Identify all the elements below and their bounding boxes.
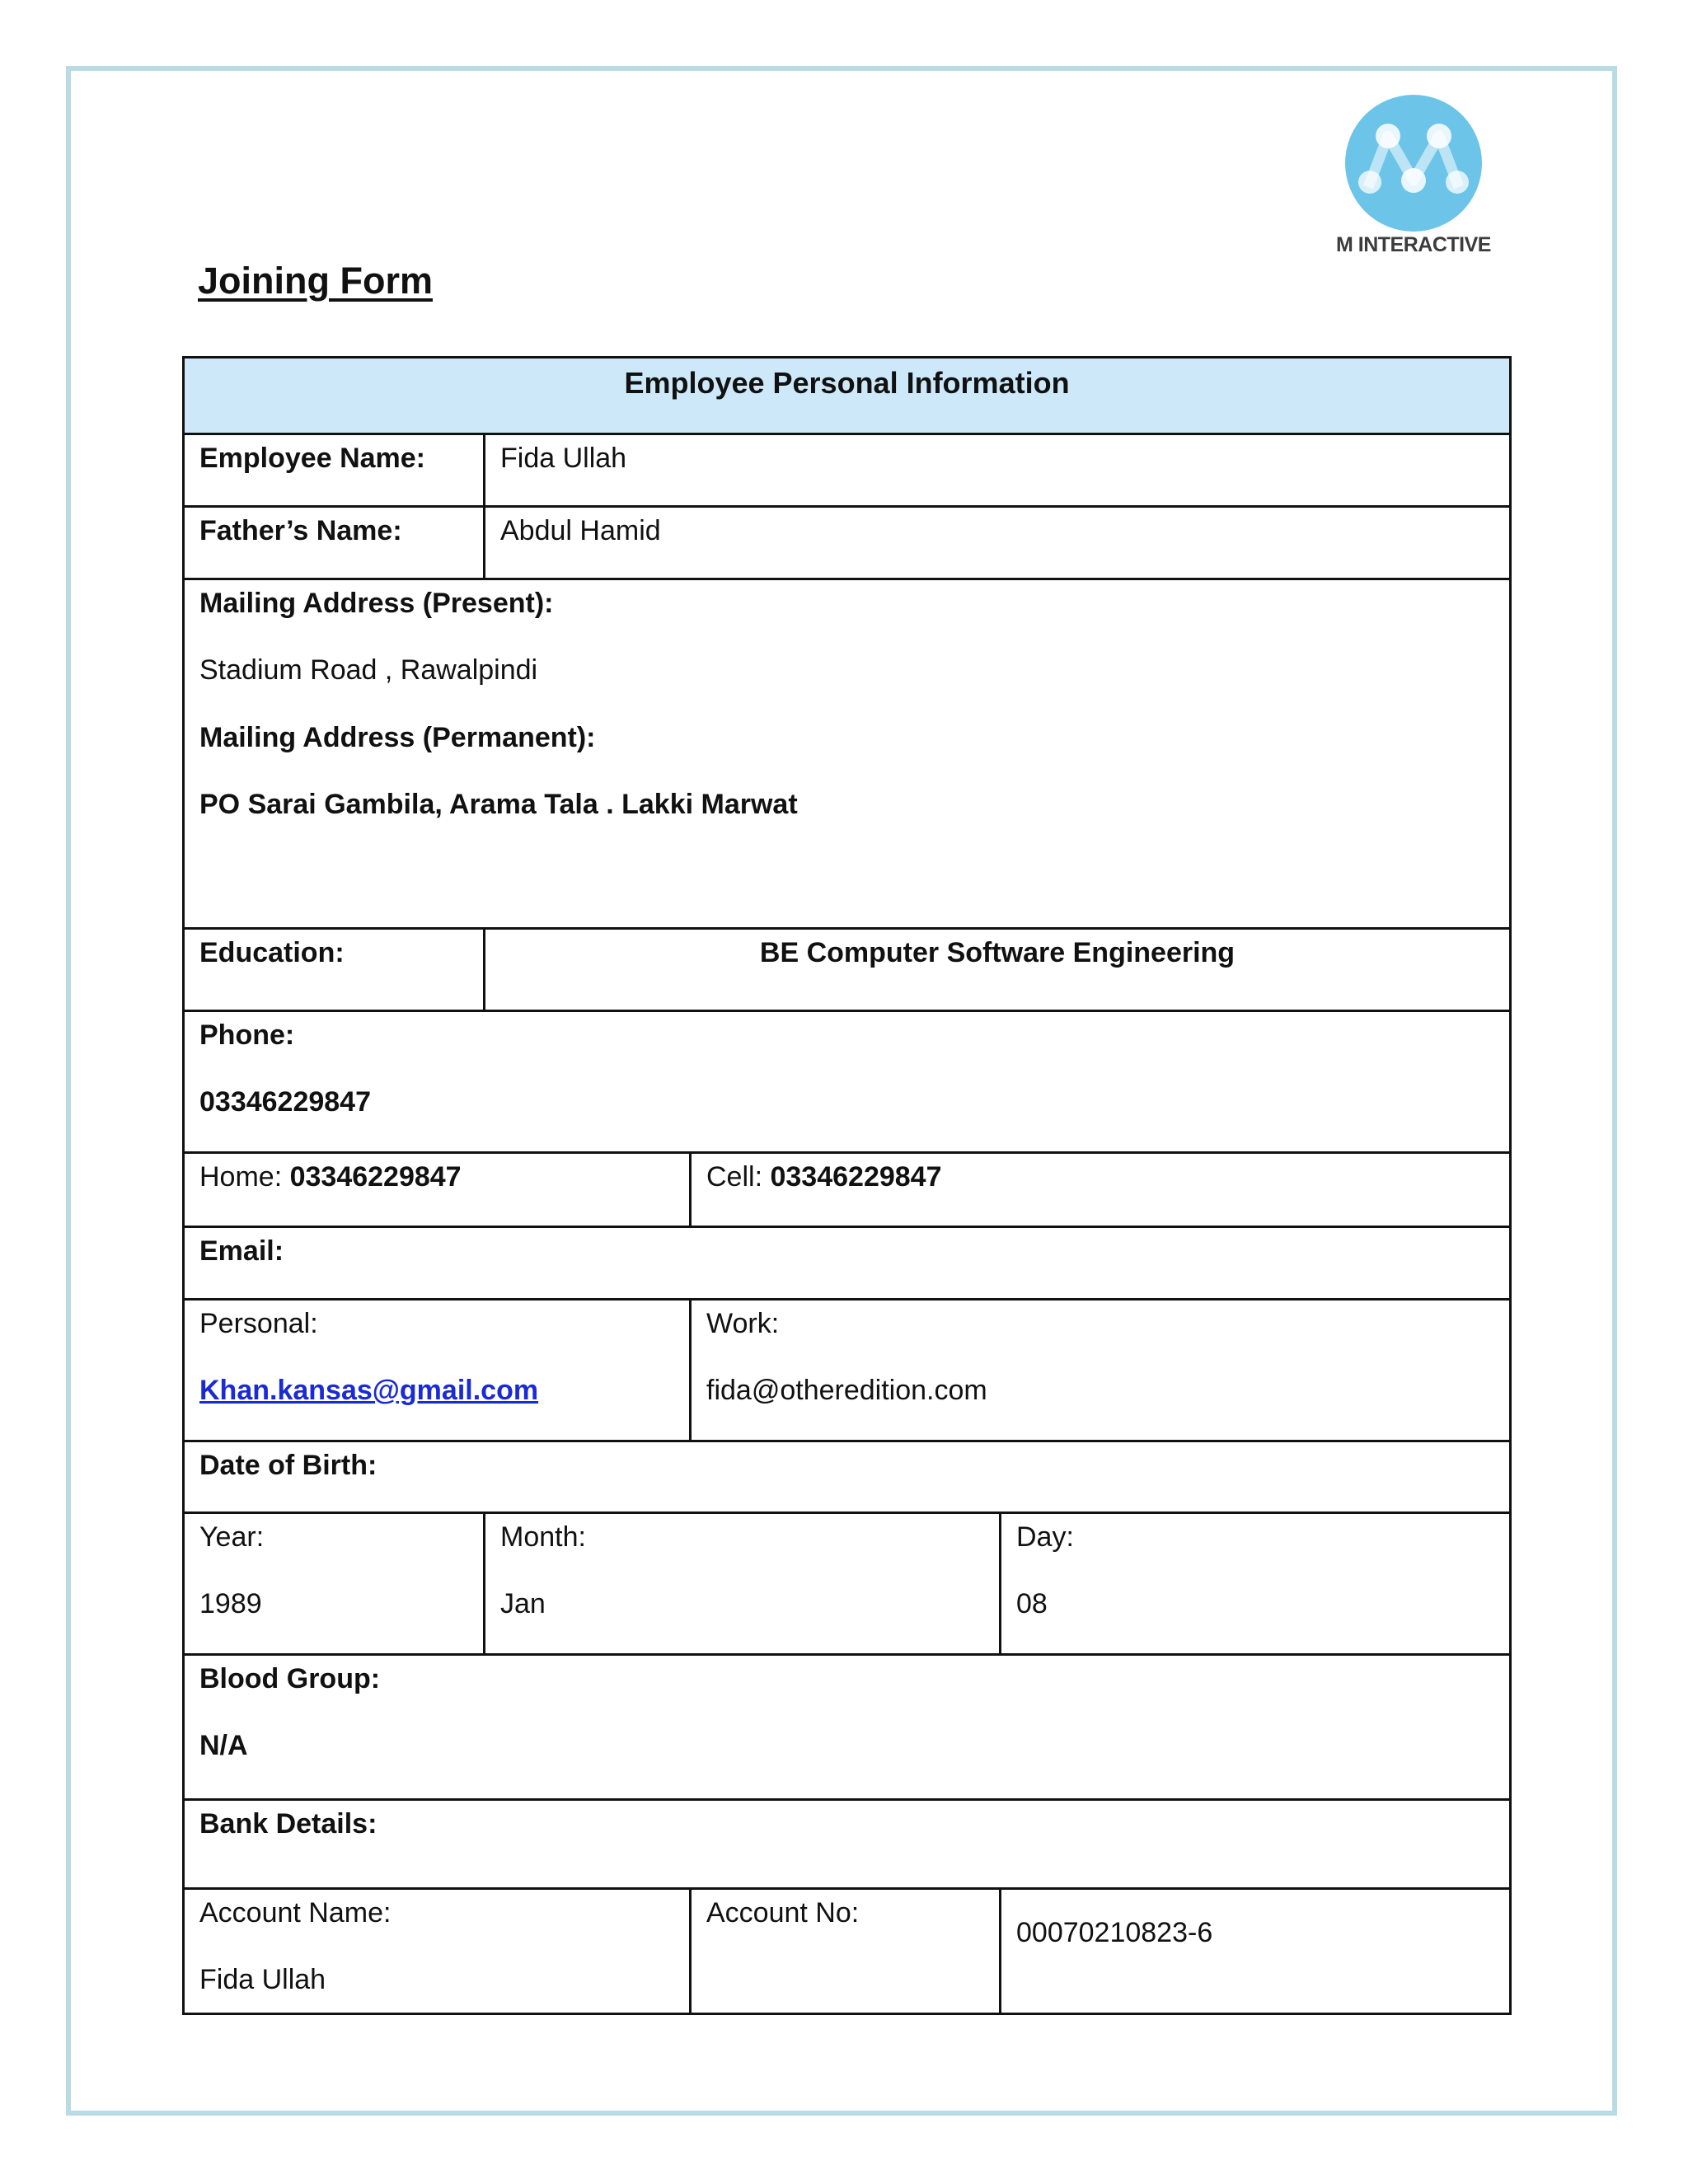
present-address-label: Mailing Address (Present): [199,588,554,619]
personal-email-link[interactable]: Khan.kansas@gmail.com [199,1375,539,1407]
father-name-label: Father’s Name: [184,507,485,579]
form-title: Joining Form [198,260,433,302]
cell-phone-label: Cell: [706,1161,763,1193]
dob-year-cell [184,1513,485,1655]
education-value: BE Computer Software Engineering [485,929,1511,1011]
dob-month-cell [485,1513,1001,1655]
account-name-value: Fida Ullah [199,1964,326,1996]
account-name-label: Account Name: [199,1897,392,1929]
personal-email-label: Personal: [199,1308,318,1339]
phone-label: Phone: [199,1019,295,1051]
home-phone-label: Home: [199,1161,283,1193]
m-interactive-logo-icon [1345,95,1482,232]
blood-group-value: N/A [199,1730,248,1762]
dob-label: Date of Birth: [184,1441,1511,1513]
work-email-cell [691,1300,1511,1441]
permanent-address-value: PO Sarai Gambila, Arama Tala . Lakki Marwat [199,789,798,821]
home-phone-value: 03346229847 [289,1161,462,1193]
employee-name-label: Employee Name: [184,434,485,507]
dob-month-label: Month: [500,1521,586,1553]
dob-month-value: Jan [500,1588,546,1620]
work-email-value: fida@otheredition.com [706,1375,987,1407]
blood-group-label: Blood Group: [199,1663,381,1694]
bank-details-label: Bank Details: [184,1800,1511,1889]
dob-day-cell [1001,1513,1511,1655]
phone-cell [184,1011,1511,1153]
education-label: Education: [184,929,485,1011]
personal-email-cell [184,1300,691,1441]
account-no-label: Account No: [691,1889,1001,2014]
phone-value: 03346229847 [199,1086,372,1118]
joining-form-table [182,356,1512,2015]
dob-day-value: 08 [1016,1588,1048,1620]
dob-year-label: Year: [199,1521,265,1553]
dob-day-label: Day: [1016,1521,1074,1553]
company-logo [1336,95,1491,257]
permanent-address-label: Mailing Address (Permanent): [199,721,596,753]
home-phone-cell [184,1153,691,1227]
account-no-value: 00070210823-6 [1001,1889,1511,2014]
mailing-address-cell [184,579,1511,929]
section-header: Employee Personal Information [184,358,1511,434]
account-name-cell [184,1889,691,2014]
blood-group-cell [184,1655,1511,1800]
cell-phone-cell [691,1153,1511,1227]
father-name-value: Abdul Hamid [485,507,1511,579]
dob-year-value: 1989 [199,1588,262,1620]
logo-text: M INTERACTIVE [1336,233,1491,256]
employee-name-value: Fida Ullah [485,434,1511,507]
present-address-value: Stadium Road , Rawalpindi [199,654,538,687]
cell-phone-value: 03346229847 [770,1161,942,1193]
email-label: Email: [184,1227,1511,1300]
work-email-label: Work: [706,1308,780,1339]
